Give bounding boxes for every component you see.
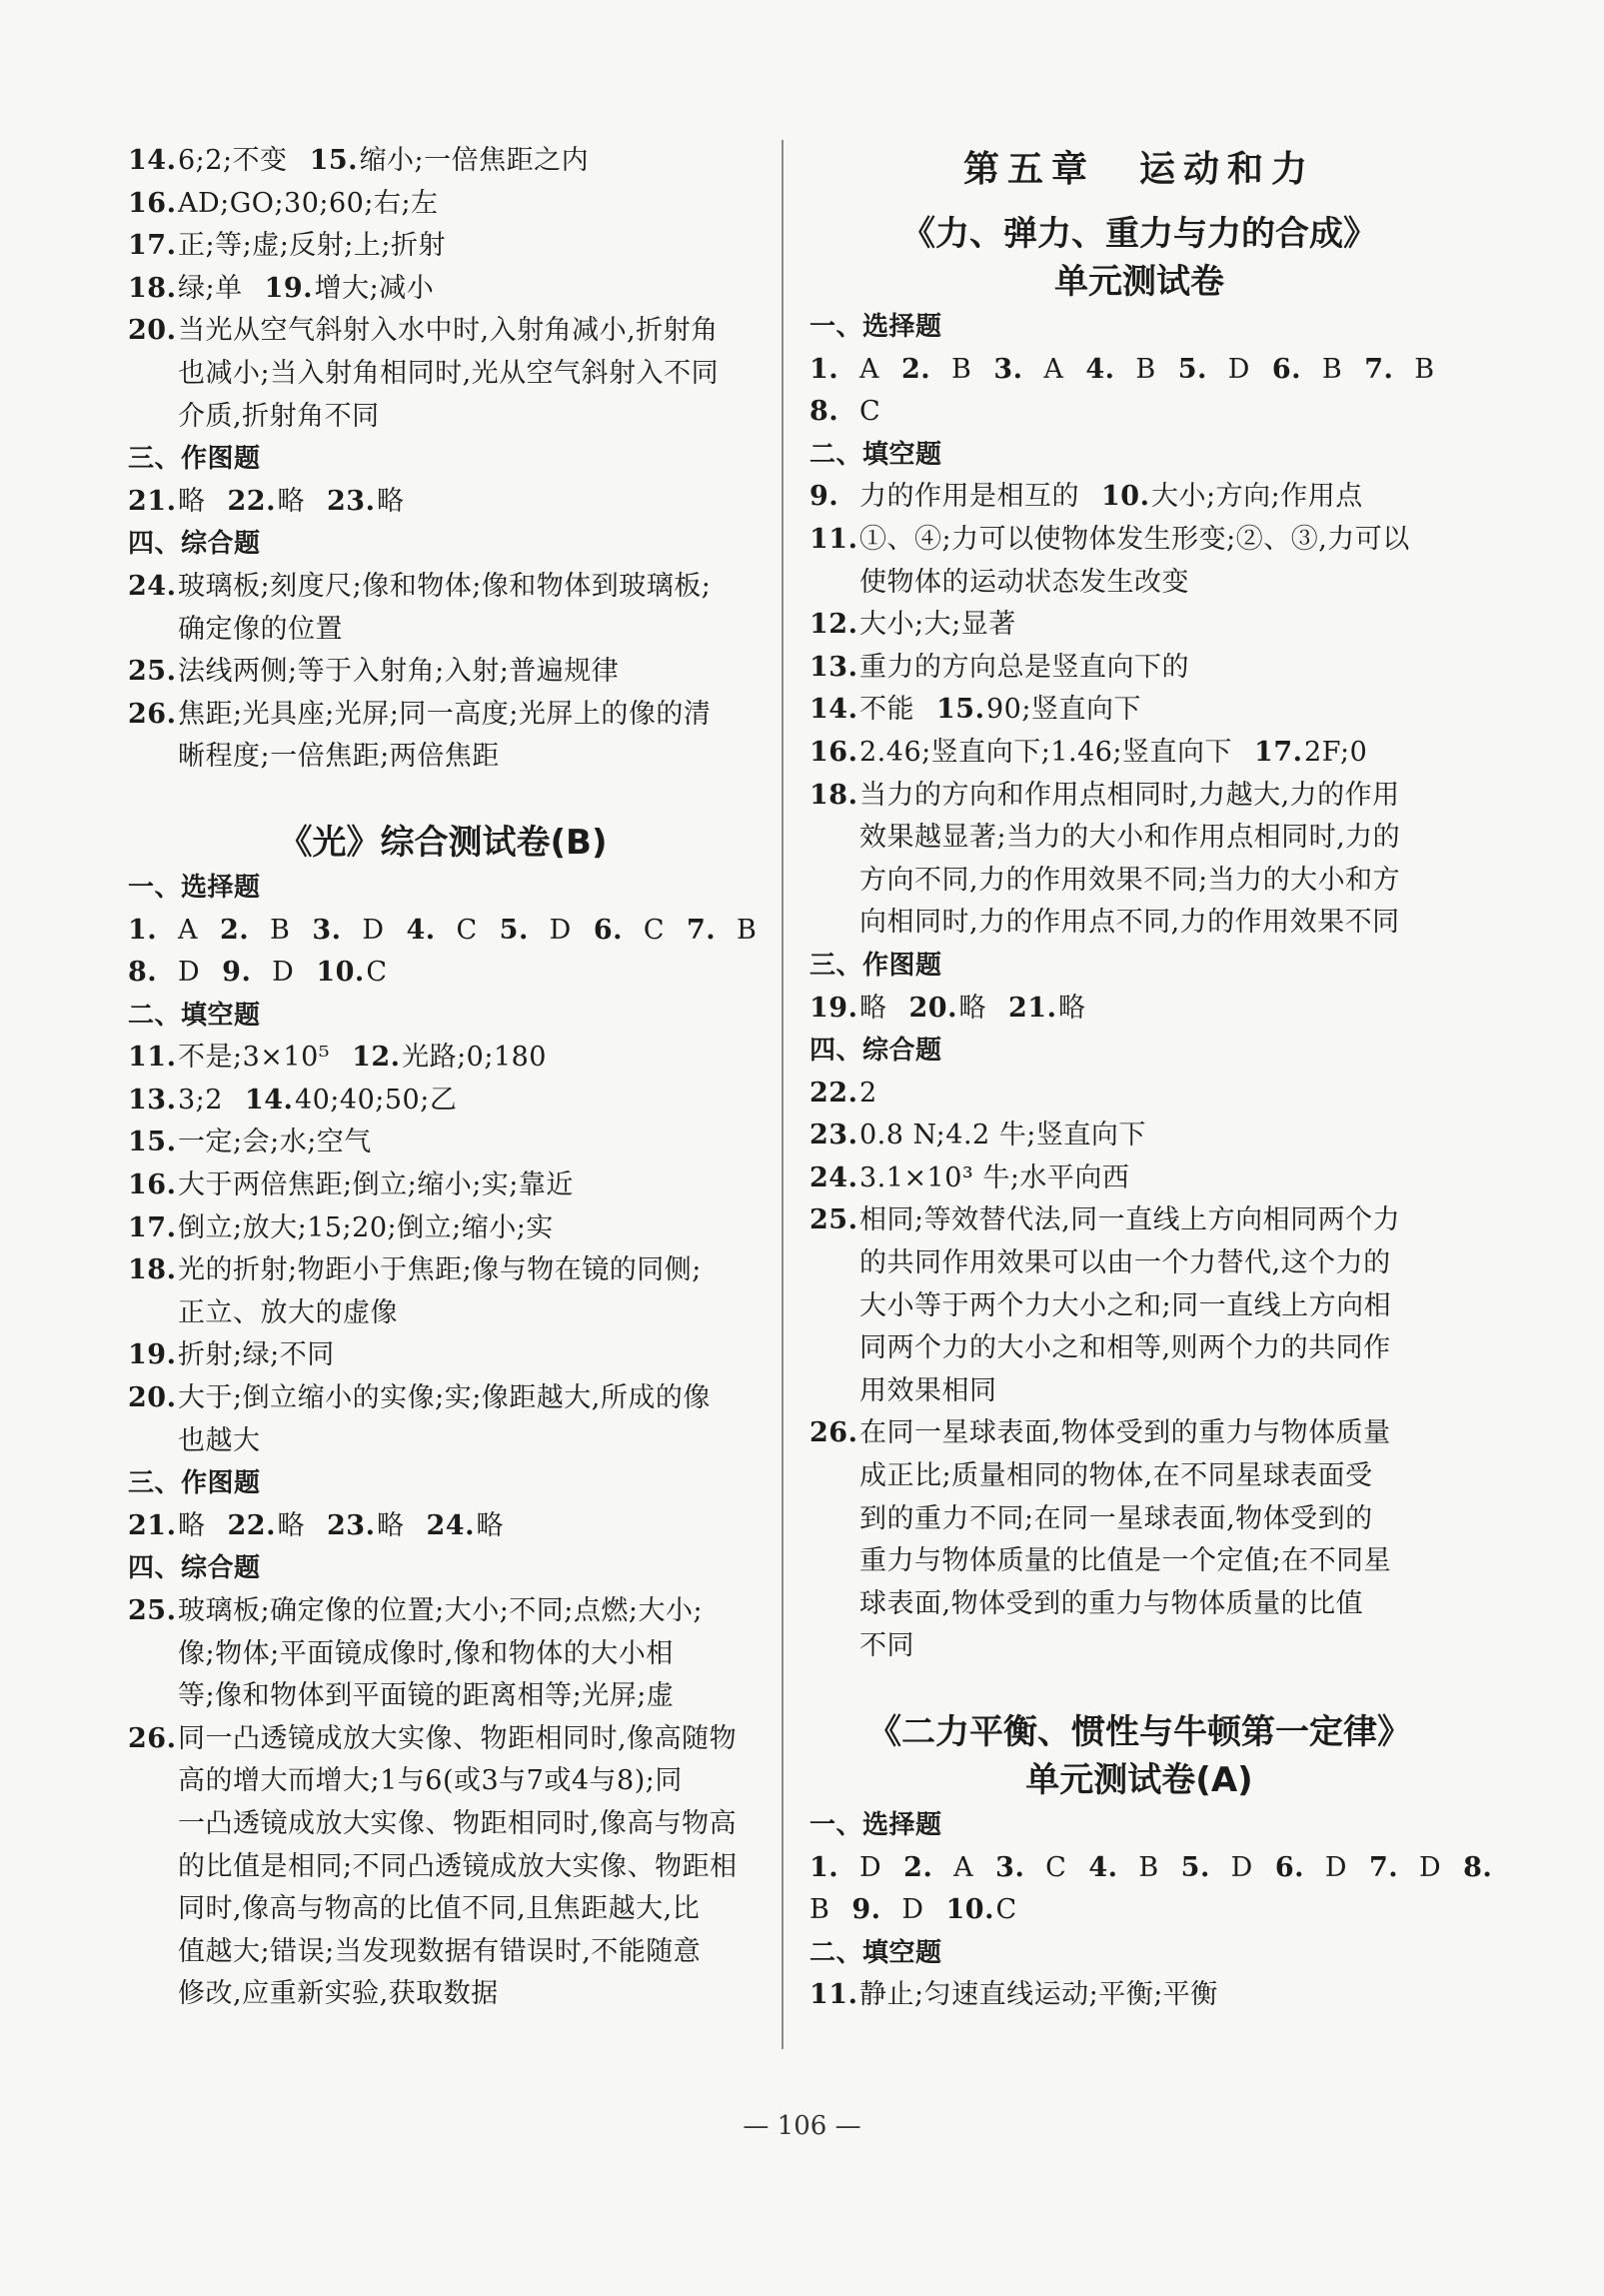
answer-text: B [1138,1851,1159,1883]
answer-continuation: 等;像和物体到平面镜的距离相等;光屏;虚 [178,1680,675,1712]
question-number: 13. [809,651,858,683]
answer-text: A [953,1851,974,1883]
question-number: 22. [809,1077,858,1109]
answer-text: 增大;减小 [314,272,435,304]
question-number: 3. [995,1851,1025,1883]
question-number: 9. [222,957,252,989]
answer-text: 不能 [859,694,914,726]
answer-text: 静止;匀速直线运动;平衡;平衡 [859,1979,1218,2011]
answer-line [809,604,1469,647]
answer-text: 同一凸透镜成放大实像、物距相同时,像高随物 [178,1722,738,1754]
question-number: 25. [128,656,177,688]
answer-continuation: 高的增大而增大;1与6(或3与7或4与8);同 [178,1765,683,1797]
answer-continuation: 使物体的运动状态发生改变 [859,566,1189,598]
answer-line [128,1249,758,1292]
answer-continuation: 球表面,物体受到的重力与物体质量的比值 [859,1587,1364,1619]
question-number: 13. [128,1084,177,1116]
answer-line [809,1412,1469,1455]
answer-line [809,1974,1469,2017]
question-number: 8. [809,396,839,428]
column-divider [782,140,784,2049]
question-number: 20. [128,315,177,347]
answer-text: 一定;会;水;空气 [178,1127,372,1158]
answer-text: B [737,914,758,946]
answer-text: 40;40;50;乙 [294,1084,458,1116]
answer-line [128,1334,758,1377]
question-number: 23. [327,1509,376,1541]
answer-text: A [859,353,879,385]
answer-line [809,1889,1469,1932]
answer-text: 光的折射;物距小于焦距;像与物在镜的同侧; [178,1254,702,1286]
answer-line [128,1164,758,1207]
answer-text: D [1230,1851,1253,1883]
answer-line [809,476,1469,519]
question-number: 2. [901,353,931,385]
answer-text: 略 [277,485,305,517]
question-number: 26. [809,1417,858,1449]
question-number: 9. [809,481,839,513]
question-number: 3. [993,353,1023,385]
answer-continuation: 方向不同,力的作用效果不同;当力的大小和方 [859,864,1401,896]
answer-line [128,1718,758,1761]
answer-continuation: 一凸透镜成放大实像、物距相同时,像高与物高 [178,1807,738,1839]
answer-text: B [951,353,972,385]
question-number: 18. [809,779,858,811]
answer-text: 大小;方向;作用点 [1151,481,1363,513]
chapter-title: 第五章 运动和力 [962,149,1315,190]
answer-text: 玻璃板;刻度尺;像和物体;像和物体到玻璃板; [178,570,712,602]
question-number: 14. [244,1084,294,1116]
answer-text: 法线两侧;等于入射角;入射;普遍规律 [178,656,620,688]
answer-line [128,1207,758,1250]
answer-text: D [362,914,385,946]
question-number: 1. [128,914,158,946]
answer-text: 90;竖直向下 [986,694,1141,726]
answer-line [128,952,758,995]
answer-line [128,1080,758,1123]
question-number: 16. [128,187,177,219]
answer-line [809,349,1469,392]
question-number: 10. [316,957,365,989]
question-number: 19. [809,992,858,1024]
answer-text: 力的作用是相互的 [859,481,1079,513]
answer-text: B [1414,353,1435,385]
question-number: 14. [809,694,858,726]
answer-continuation: 确定像的位置 [178,613,343,645]
question-number: 16. [809,736,858,768]
answer-text: 大于两倍焦距;倒立;缩小;实;靠近 [178,1169,574,1201]
answer-text: 大于;倒立缩小的实像;实;像距越大,所成的像 [178,1382,711,1414]
answer-continuation: 也越大 [178,1424,261,1456]
question-number: 5. [499,914,529,946]
answer-text: D [859,1851,882,1883]
answer-line [809,1073,1469,1116]
answer-continuation: 同时,像高与物高的比值不同,且焦距越大,比 [178,1893,701,1925]
question-number: 6. [1271,353,1302,385]
question-number: 18. [128,1254,177,1286]
answer-text: 2.46;竖直向下;1.46;竖直向下 [859,736,1233,768]
question-number: 15. [309,145,359,176]
question-number: 9. [851,1894,881,1926]
test-title: 《光》综合测试卷(B) [278,822,608,863]
question-number: 14. [128,145,177,176]
answer-continuation: 效果越显著;当力的大小和作用点相同时,力的 [859,822,1401,854]
answer-line [128,694,758,737]
question-number: 22. [227,1509,276,1541]
question-number: 5. [1180,1851,1210,1883]
answer-text: 略 [1058,992,1086,1024]
right-column [809,140,1493,2017]
section-heading: 四、综合题 [809,1036,942,1067]
section-heading: 四、综合题 [128,1553,261,1584]
answer-line [809,647,1469,690]
answer-text: 在同一星球表面,物体受到的重力与物体质量 [859,1417,1391,1449]
answer-text: D [549,914,572,946]
answer-line [809,519,1469,562]
question-number: 6. [1274,1851,1305,1883]
answer-text: A [1043,353,1064,385]
question-number: 3. [312,914,342,946]
page-number: — 106 — [743,2111,861,2141]
question-number: 10. [1101,481,1150,513]
answer-text: 6;2;不变 [178,145,288,176]
answer-continuation: 的共同作用效果可以由一个力替代,这个力的 [859,1247,1391,1279]
answer-text: C [643,914,665,946]
answer-line [128,1505,758,1548]
answer-text: C [366,957,388,989]
answer-text: 略 [377,1509,405,1541]
answer-text: 正;等;虚;反射;上;折射 [178,230,446,262]
answer-text: C [1045,1851,1067,1883]
answer-text: B [1321,353,1343,385]
answer-line [809,391,1469,434]
question-number: 23. [809,1120,858,1151]
section-heading: 一、选择题 [809,1810,942,1840]
section-gap [809,1668,1469,1708]
question-number: 26. [128,698,177,730]
answer-line [809,1199,1469,1242]
answer-line [128,1590,758,1633]
answer-text: 2F;0 [1304,736,1368,768]
answer-text: 折射;绿;不同 [178,1339,335,1371]
question-number: 25. [128,1595,177,1626]
answer-text: 略 [277,1509,305,1541]
answer-text: D [1227,353,1250,385]
answer-line [809,1847,1493,1890]
question-number: 7. [687,914,717,946]
answer-line [128,140,758,183]
answer-text: 绿;单 [178,272,243,304]
answer-text: AD;GO;30;60;右;左 [178,187,439,219]
answer-text: D [1324,1851,1347,1883]
answer-line [128,268,758,311]
question-number: 24. [426,1509,475,1541]
question-number: 11. [809,523,858,555]
question-number: 16. [128,1169,177,1201]
question-number: 2. [903,1851,933,1883]
answer-text: ①、④;力可以使物体发生形变;②、③,力可以 [859,523,1410,555]
answer-line [128,1377,758,1420]
answer-line [128,1122,758,1164]
answer-text: 重力的方向总是竖直向下的 [859,651,1189,683]
question-number: 4. [1088,1851,1118,1883]
answer-line [809,1115,1469,1157]
left-column [128,140,758,2016]
question-number: 19. [264,272,314,304]
question-number: 21. [128,485,177,517]
section-heading: 三、作图题 [128,444,261,475]
answer-line [128,1037,758,1080]
section-heading: 三、作图题 [128,1468,261,1499]
answer-line [128,910,758,953]
question-number: 23. [327,485,376,517]
section-heading: 一、选择题 [128,872,261,903]
answer-continuation: 同两个力的大小之和相等,则两个力的共同作 [859,1332,1391,1364]
answer-text: 略 [377,485,405,517]
answer-continuation: 的比值是相同;不同凸透镜成放大实像、物距相 [178,1850,738,1882]
answer-continuation: 正立、放大的虚像 [178,1296,398,1328]
answer-text: D [272,957,295,989]
answer-text: 略 [476,1509,504,1541]
answer-text: B [270,914,291,946]
question-number: 5. [1177,353,1207,385]
answer-line [809,732,1469,775]
question-number: 11. [128,1042,177,1074]
answer-line [809,689,1469,732]
answer-text: 焦距;光具座;光屏;同一高度;光屏上的像的清 [178,698,712,730]
answer-continuation: 也减小;当入射角相同时,光从空气斜射入不同 [178,357,720,389]
section-gap [128,779,758,819]
question-number: 26. [128,1722,177,1754]
answer-text: 玻璃板;确定像的位置;大小;不同;点燃;大小; [178,1595,704,1626]
answer-text: 3.1×10³ 牛;水平向西 [859,1161,1130,1193]
answer-text: 倒立;放大;15;20;倒立;缩小;实 [178,1211,554,1243]
answer-continuation: 成正比;质量相同的物体,在不同星球表面受 [859,1460,1373,1492]
section-heading: 二、填空题 [128,1000,261,1031]
answer-text: A [178,914,198,946]
question-number: 25. [809,1204,858,1236]
answer-line [809,1157,1469,1200]
answer-line [809,775,1469,818]
question-number: 24. [809,1161,858,1193]
test-title: 《力、弹力、重力与力的合成》 [901,214,1377,254]
answer-text: 缩小;一倍焦距之内 [359,145,590,176]
answer-text: C [995,1894,1017,1926]
test-title: 单元测试卷 [1054,262,1224,302]
answer-text: 当力的方向和作用点相同时,力越大,力的作用 [859,779,1400,811]
question-number: 12. [809,609,858,641]
answer-line [128,310,758,353]
question-number: 17. [128,230,177,262]
answer-continuation: 像;物体;平面镜成像时,像和物体的大小相 [178,1637,674,1669]
question-number: 12. [352,1042,401,1074]
answer-text: 略 [178,1509,206,1541]
answer-text: D [1418,1851,1442,1883]
answer-line [128,566,758,609]
question-number: 8. [128,957,158,989]
test-title: 单元测试卷(A) [1025,1760,1253,1800]
answer-line [128,481,758,524]
question-number: 4. [406,914,436,946]
answer-continuation: 晰程度;一倍焦距;两倍焦距 [178,741,500,773]
question-number: 17. [1254,736,1303,768]
question-number: 20. [908,992,957,1024]
answer-text: 相同;等效替代法,同一直线上方向相同两个力 [859,1204,1401,1236]
answer-text: 3;2 [178,1084,223,1116]
question-number: 11. [809,1979,858,2011]
answer-text: C [456,914,478,946]
question-number: 15. [128,1127,177,1158]
answer-continuation: 重力与物体质量的比值是一个定值;在不同星 [859,1545,1392,1577]
question-number: 1. [809,353,839,385]
section-heading: 三、作图题 [809,950,942,981]
question-number: 17. [128,1211,177,1243]
question-number: 1. [809,1851,839,1883]
question-number: 4. [1085,353,1115,385]
question-number: 10. [945,1894,994,1926]
section-heading: 四、综合题 [128,529,261,560]
answer-text: B [1135,353,1156,385]
question-number: 8. [1463,1851,1493,1883]
section-heading: 二、填空题 [809,439,942,470]
answer-continuation: 到的重力不同;在同一星球表面,物体受到的 [859,1502,1373,1534]
answer-text: 0.8 N;4.2 牛;竖直向下 [859,1120,1146,1151]
answer-text: 大小;大;显著 [859,609,1016,641]
answer-text: 光路;0;180 [402,1042,547,1074]
answer-continuation: 介质,折射角不同 [178,400,380,432]
answer-continuation: 值越大;错误;当发现数据有错误时,不能随意 [178,1935,702,1967]
answer-text: 略 [178,485,206,517]
question-number: 15. [936,694,985,726]
answer-text: B [809,1894,830,1926]
question-number: 24. [128,570,177,602]
answer-text: 2 [859,1077,877,1109]
answer-continuation: 向相同时,力的作用点不同,力的作用效果不同 [859,907,1400,939]
question-number: 19. [128,1339,177,1371]
question-number: 2. [220,914,250,946]
answer-text: 当光从空气斜射入水中时,入射角减小,折射角 [178,315,719,347]
question-number: 21. [128,1509,177,1541]
answer-text: D [901,1894,924,1926]
question-number: 22. [227,485,276,517]
question-number: 6. [593,914,624,946]
answer-continuation: 不同 [859,1630,914,1662]
answer-line [128,651,758,694]
answer-text: D [178,957,201,989]
section-heading: 二、填空题 [809,1937,942,1968]
answer-continuation: 修改,应重新实验,获取数据 [178,1978,499,2010]
answer-text: 略 [958,992,986,1024]
answer-text: C [859,396,881,428]
answer-continuation: 用效果相同 [859,1374,997,1406]
answer-text: 不是;3×10⁵ [178,1042,331,1074]
answer-line [128,225,758,268]
question-number: 20. [128,1382,177,1414]
answer-line [128,183,758,226]
question-number: 21. [1008,992,1057,1024]
question-number: 7. [1368,1851,1399,1883]
test-title: 《二力平衡、惯性与牛顿第一定律》 [867,1712,1411,1752]
answer-text: 略 [859,992,887,1024]
answer-line [809,988,1469,1031]
answer-continuation: 大小等于两个力大小之和;同一直线上方向相 [859,1289,1392,1321]
question-number: 18. [128,272,177,304]
section-heading: 一、选择题 [809,312,942,342]
question-number: 7. [1364,353,1394,385]
